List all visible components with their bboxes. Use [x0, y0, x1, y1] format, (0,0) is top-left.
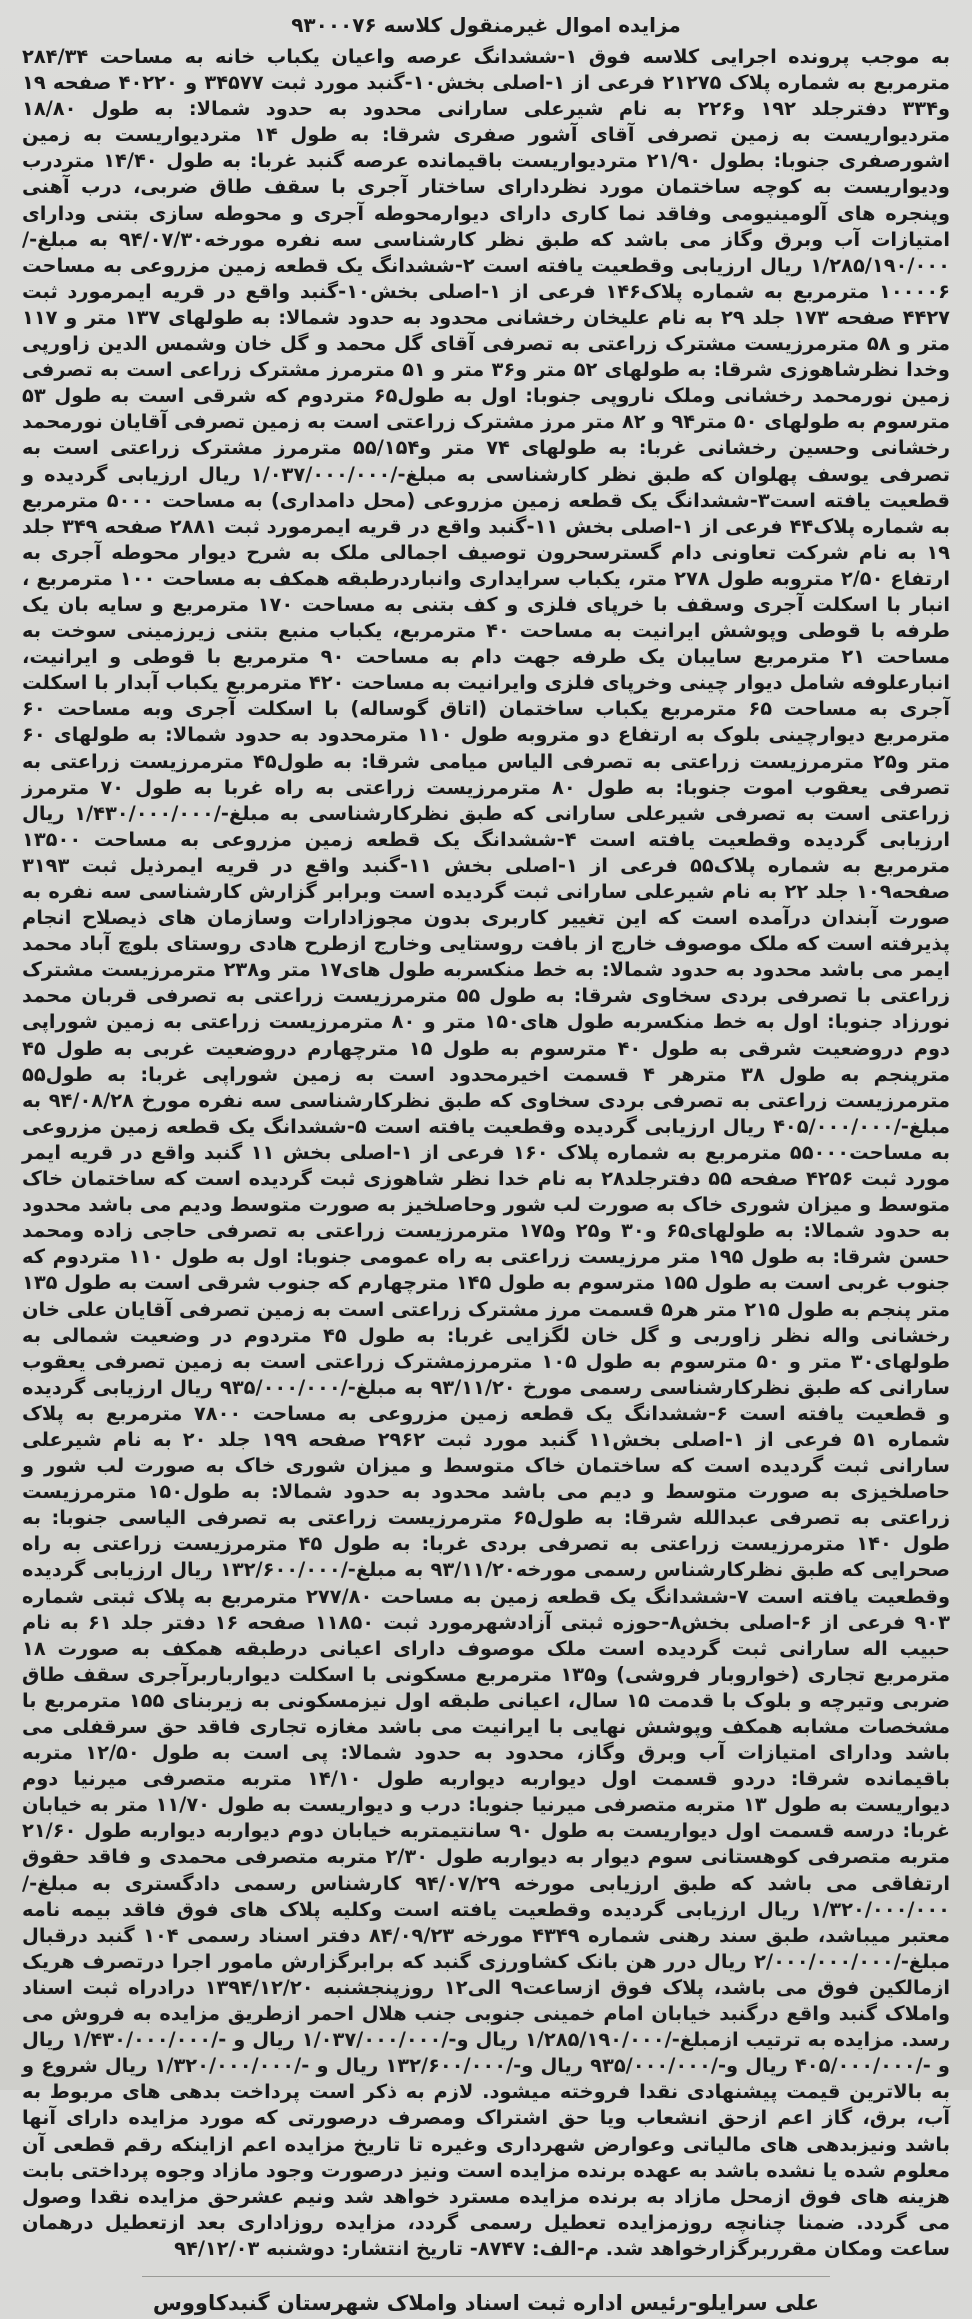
notice-title: مزایده اموال غیرمنقول کلاسه ۹۳۰۰۰۷۶	[291, 13, 681, 37]
notice-signature: علی سرایلو-رئیس اداره ثبت اسناد واملاک شهرستان گنبدکاووس	[152, 2290, 820, 2315]
divider-line	[142, 2276, 830, 2277]
notice-body: به موجب پرونده اجرایی کلاسه فوق ۱-ششدانگ عرصه واعیان یکباب خانه به مساحت ۲۸۴/۳۴ مترمربع به شماره پلاک ۲۱۲۷۵ فرعی از ۱-اصلی بخش۱۰-گنبد مورد ثبت ۳۴۵۷۷ و ۴۰۲۲۰ صفحه ۱۹ و۳۳۴ دفترجلد ۱۹۲ و۲۲۶ به نام شیرعلی سارانی محدود به حدود شمالا: به طول ۱۸/۸۰ متردیواریست به زمین تصرفی آقای آشور صفری شرقا: به طول ۱۴ متردیواریست به زمین اشورصفری جنوبا: بطول ۲۱/۹۰ متردیواریست باقیمانده عرصه گنبد غربا: به طول ۱۴/۴۰ متردرب ودیواریست به کوچه ساختمان مورد نظردارای ساختار آجری با سقف طاق ضربی، درب آهنی وپنجره های آلومینیومی وفاقد نما کاری دارای دیوارمحوطه آجری و محوطه سازی بتنی ودارای امتیازات آب وبرق وگاز می باشد که طبق نظر کارشناسی سه نفره مورخه۹۴/۰۷/۳۰ به مبلغ-/۱/۲۸۵/۱۹۰/۰۰۰ ریال ارزیابی وقطعیت یافته است ۲-ششدانگ یک قطعه زمین مزروعی به مساحت ۱۰۰۰۰۶ مترمربع به شماره پلاک۱۴۶ فرعی از ۱-اصلی بخش۱۰-گنبد واقع در قریه ایمرمورد ثبت ۴۴۲۷ صفحه ۱۷۳ جلد ۲۹ به نام علیخان رخشانی محدود به حدود شمالا: به طولهای ۱۳۷ متر و ۱۱۷ متر و ۵۸ مترمرزیست مشترک زراعتی به تصرفی آقای گل محمد و گل خان وشمس الدین زاورپی وخدا نظرشاهوزی شرقا: به طولهای ۵۲ متر و۳۶ متر و ۵۱ مترمرز مشترک زراعی است به تصرفی زمین نورمحمد رخشانی وملک ناروپی جنوبا: اول به طول۶۵ متردوم که شرقی است به طول ۵۳ مترسوم به طولهای ۵۰ متر۹۴ و ۸۲ متر مرز مشترک زراعتی است به زمین تصرفی آقایان نورمحمد رخشانی وحسین رخشانی غربا: به طولهای ۷۴ متر و۵۵/۱۵۴ مترمرز مشترک زراعتی است به تصرفی یوسف پهلوان که طبق نظر کارشناسی به مبلغ-/۱/۰۳۷/۰۰۰/۰۰۰ ریال ارزیابی گردیده و قطعیت یافته است۳-ششدانگ یک قطعه زمین مزروعی (محل دامداری) به مساحت ۵۰۰۰ مترمربع به شماره پلاک۴۴ فرعی از ۱-اصلی بخش ۱۱-گنبد واقع در قریه ایمرمورد ثبت ۲۸۸۱ صفحه ۳۴۹ جلد ۱۹ به نام شرکت تعاونی دام گسترسحرون توصیف اجمالی ملک به شرح دیوار محوطه آجری به ارتفاع ۲/۵۰ متروبه طول ۲۷۸ متر، یکباب سرایداری وانباردرطبقه همکف به مساحت ۱۰۰ مترمربع ، انبار با اسکلت آجری وسقف با خرپای فلزی و کف بتنی به مساحت ۱۷۰ مترمربع و سایه بان یک طرفه با قوطی وپوشش ایرانیت به مساحت ۴۰ مترمربع، یکباب منبع بتنی زیرزمینی سوخت به مساحت ۲۱ مترمربع سایبان یک طرفه جهت دام به مساحت ۹۰ مترمربع با قوطی و ایرانیت، انبارعلوفه شامل دیوار چینی وخرپای فلزی وایرانیت به مساحت ۴۲۰ مترمربع یکباب آبدار با اسکلت آجری به مساحت ۶۵ مترمربع یکباب ساختمان (اتاق گوساله) با اسکلت آجری وبه مساحت ۶۰ مترمربع دیوارچینی بلوک به ارتفاع دو متروبه طول ۱۱۰ مترمحدود به حدود شمالا: به طولهای ۶۰ متر و۲۵ مترمرزیست زراعتی به تصرفی الیاس میامی شرقا: به طول۴۵ مترمرزیست زراعتی به تصرفی یعقوب اموت جنوبا: به طول ۸۰ مترمرزیست زراعتی به راه غربا به طول ۷۰ مترمرز زراعتی است به تصرفی شیرعلی سارانی که طبق نظرکارشناسی به مبلغ-/۱/۴۳۰/۰۰۰/۰۰۰ ریال ارزیابی گردیده وقطعیت یافته است ۴-ششدانگ یک قطعه زمین مزروعی به مساحت ۱۳۵۰۰ مترمربع به شماره پلاک۵۵ فرعی از ۱-اصلی بخش ۱۱-گنبد واقع در قریه ایمرذیل ثبت ۳۱۹۳ صفحه۱۰۹ جلد ۲۲ به نام شیرعلی سارانی ثبت گردیده است وبرابر گزارش کارشناسی سه نفره به صورت آبندان درآمده است که این تغییر کاربری بدون مجوزادارات وسازمان های ذیصلاح انجام پذیرفته است که ملک موصوف خارج از بافت روستایی وخارج ازطرح هادی روستای بلوچ آباد محمد ایمر می باشد محدود به حدود شمالا: به خط منکسربه طول های۱۷ متر و۲۳۸ مترمرزیست مشترک زراعتی با تصرفی بردی سخاوی شرقا: به طول ۵۵ مترمرزیست زراعتی به تصرفی قربان محمد نورزاد جنوبا: اول به خط منکسربه طول های۱۵۰ متر و ۸۰ مترمرزیست زراعتی به زمین شوراپی دوم دروضعیت شرقی به طول ۴۰ مترسوم به طول ۱۵ مترچهارم دروضعیت غربی به طول ۴۵ مترپنجم به طول ۳۸ مترهر ۴ قسمت اخیرمحدود است به زمین شوراپی غربا: به طول۵۵ مترمرزیست زراعتی به تصرفی بردی سخاوی که طبق نظرکارشناسی سه نفره مورخ ۹۴/۰۸/۲۸ به مبلغ-/۴۰۵/۰۰۰/۰۰۰ ریال ارزیابی گردیده وقطعیت یافته است ۵-ششدانگ یک قطعه زمین مزروعی به مساحت۵۵۰۰۰ مترمربع به شماره پلاک ۱۶۰ فرعی از ۱-اصلی بخش ۱۱ گنبد واقع در قریه ایمر مورد ثبت ۴۲۵۶ صفحه ۵۵ دفترجلد۲۸ به نام خدا نظر شاهوزی ثبت گردیده است که ساختمان خاک متوسط و میزان شوری خاک به صورت لب شور وحاصلخیز به صورت متوسط ودیم می باشد محدود به حدود شمالا: به طولهای۶۵ و۳۰ و۲۵ و۱۷۵ مترمرزیست زراعتی به تصرفی حاجی زاده ومحمد حسن شرقا: به طول ۱۹۵ متر مرزیست زراعتی به راه عمومی جنوبا: اول به طول ۱۱۰ متردوم که جنوب غربی است به طول ۱۵۵ مترسوم به طول ۱۴۵ مترچهارم که جنوب شرقی است به طول ۱۳۵ متر پنجم به طول ۲۱۵ متر هر۵ قسمت مرز مشترک زراعتی است به زمین تصرفی آقایان علی خان رخشانی واله نظر زاوربی و گل خان لگزایی غربا: به طول ۴۵ متردوم در وضعیت شمالی به طولهای۳۰ متر و ۵۰ مترسوم به طول ۱۰۵ مترمرزمشترک زراعتی است به زمین تصرفی یعقوب سارانی که طبق نظرکارشناسی رسمی مورخ ۹۳/۱۱/۲۰ به مبلغ-/۹۳۵/۰۰۰/۰۰۰ ریال ارزیابی گردیده و قطعیت یافته است ۶-ششدانگ یک قطعه زمین مزروعی به مساحت ۷۸۰۰ مترمربع به پلاک شماره ۵۱ فرعی از ۱-اصلی بخش۱۱ گنبد مورد ثبت ۲۹۶۲ صفحه ۱۹۹ جلد ۲۰ به نام شیرعلی سارانی ثبت گردیده است که ساختمان خاک متوسط و میزان شوری خاک به صورت لب شور و حاصلخیزی به صورت متوسط و دیم می باشد محدود به حدود شمالا: به طول۱۵۰ مترمرزیست زراعتی به تصرفی عبدالله شرقا: به طول۶۵ مترمرزیست زراعتی به تصرفی الیاسی جنوبا: به طول ۱۴۰ مترمرزیست زراعتی به تصرفی بردی غربا: به طول ۴۵ مترمرزیست زراعتی به راه صحرایی که طبق نظرکارشناس رسمی مورخه۹۳/۱۱/۲۰ به مبلغ-/۱۳۲/۶۰۰/۰۰۰ ریال ارزیابی گردیده وقطعیت یافته است ۷-ششدانگ یک قطعه زمین به مساحت ۲۷۷/۸۰ مترمربع به پلاک ثبتی شماره ۹۰۳ فرعی از ۶-اصلی بخش۸-حوزه ثبتی آزادشهرمورد ثبت ۱۱۸۵۰ صفحه ۱۶ دفتر جلد ۶۱ به نام حبیب اله سارانی ثبت گردیده است ملک موصوف دارای اعیانی درطبقه همکف به صورت ۱۸ مترمربع تجاری (خواروبار فروشی) و۱۳۵ مترمربع مسکونی با اسکلت دیوارباربرآجری سقف طاق ضربی وتیرچه و بلوک با قدمت ۱۵ سال، اعیانی طبقه اول نیزمسکونی به زیربنای ۱۵۵ مترمربع با مشخصات مشابه همکف وپوشش نهایی با ایرانیت می باشد مغازه تجاری فاقد حق سرقفلی می باشد ودارای امتیازات آب وبرق وگاز، محدود به حدود شمالا: پی است به طول ۱۲/۵۰ متربه باقیمانده شرقا: دردو قسمت اول دیواربه دیواربه طول ۱۴/۱۰ متربه متصرفی میرنیا دوم دیواریست به طول ۱۳ متربه متصرفی میرنیا جنوبا: درب و دیواریست به طول ۱۱/۷۰ متر به خیابان غربا: درسه قسمت اول دیواریست به طول ۹۰ سانتیمتربه خیابان دوم دیواربه دیواربه طول ۲۱/۶۰ متربه متصرفی کوهستانی سوم دیوار به دیواربه طول ۲/۳۰ متربه متصرفی محمدی و فاقد حقوق ارتفاقی می باشد که طبق ارزیابی مورخه ۹۴/۰۷/۲۹ کارشناس رسمی دادگستری به مبلغ-/۱/۳۲۰/۰۰۰/۰۰۰ ریال ارزیابی گردیده وقطعیت یافته است وکلیه پلاک های فوق فاقد بیمه نامه معتبر میباشد، طبق سند رهنی شماره ۴۳۴۹ مورخه ۸۴/۰۹/۲۳ دفتر اسناد رسمی ۱۰۴ گنبد درقبال مبلغ-/۲/۰۰۰/۰۰۰/۰۰۰ ریال درر هن بانک کشاورزی گنبد که برابرگزارش مامور اجرا درتصرف هریک ازمالکین فوق می باشد، پلاک فوق ازساعت۹ الی۱۲ روزپنجشنبه ۱۳۹۴/۱۲/۲۰ درادراه ثبت اسناد واملاک گنبد واقع درگنبد خیابان امام خمینی جنوبی جنب هلال احمر ازطریق مزایده به فروش می رسد. مزایده به ترتیب ازمبلغ-/۱/۲۸۵/۱۹۰/۰۰۰ ریال و-/۱/۰۳۷/۰۰۰/۰۰۰ ریال و -/۱/۴۳۰/۰۰۰/۰۰۰ ریال و -/۴۰۵/۰۰۰/۰۰۰ ریال و-/۹۳۵/۰۰۰/۰۰۰ ریال و-/۱۳۲/۶۰۰/۰۰۰ ریال و -/۱/۳۲۰/۰۰۰/۰۰۰ ریال شروع و به بالاترین قیمت پیشنهادی نقدا فروخته میشود. لازم به ذکر است پرداخت بدهی های مربوط به آب، برق، گاز اعم ازحق انشعاب ویا حق اشتراک ومصرف درصورتی که مورد مزایده دارای آنها باشد ونیزبدهی های مالیاتی وعوارض شهرداری وغیره تا تاریخ مزایده اعم ازاینکه رقم قطعی آن معلوم شده یا نشده باشد به عهده برنده مزایده است ونیز درصورت وجود مازاد وجوه پرداختی بابت هزینه های فوق ازمحل مازاد به برنده مزایده مسترد خواهد شد ونیم عشرحق مزایده نقدا وصول می گردد. ضمنا چنانچه روزمزایده تعطیل رسمی گردد، مزایده روزاداری بعد ازتعطیل درهمان ساعت ومکان مقرربرگزارخواهد شد. م-الف: ۸۷۴۷- تاریخ انتشار: دوشنبه ۹۴/۱۲/۰۳	[22, 45, 951, 2260]
